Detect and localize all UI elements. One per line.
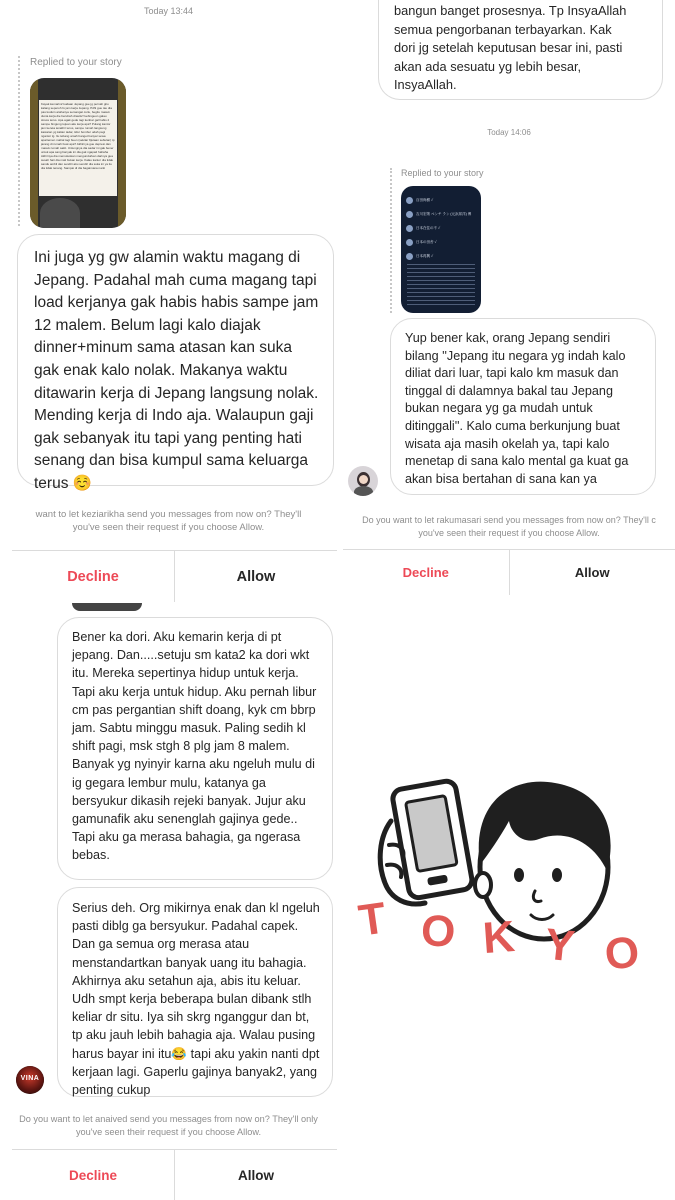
story-person-silhouette (40, 198, 80, 228)
story-list-row (406, 208, 476, 220)
story-list-row (406, 250, 476, 262)
sender-avatar[interactable] (16, 1066, 44, 1094)
story-list-row (406, 194, 476, 206)
account-name: 百田尚樹 ✓ (416, 197, 434, 202)
account-name: 日本の田舎 ✓ (416, 239, 437, 244)
account-avatar (406, 239, 413, 246)
request-actions (12, 550, 337, 602)
account-avatar (406, 211, 413, 218)
story-thumbnail-edge (72, 603, 142, 611)
account-name: 吉川宏則 ベンチ ラン (元浜邦洋) 博 (416, 211, 472, 216)
timestamp: Today 13:44 (143, 6, 194, 16)
message-bubble (17, 234, 334, 492)
tokyo-letter: T (355, 893, 390, 946)
story-text-lines (407, 264, 475, 306)
reply-divider (18, 56, 20, 226)
replied-to-story-label: Replied to your story (30, 57, 122, 68)
replied-to-story-label: Replied to your story (401, 168, 484, 178)
request-actions (343, 549, 675, 595)
message-bubble (57, 887, 333, 1097)
account-avatar (406, 253, 413, 260)
message-request-prompt: Do you want to let anaived send you messages from now on? They'll only you've seen their request if you choose Allow. (19, 1114, 318, 1137)
tokyo-letter: Y (542, 919, 577, 972)
sender-avatar[interactable] (348, 466, 378, 496)
tokyo-letter: O (602, 927, 642, 980)
account-name: 日本在住の不 ✓ (416, 225, 441, 230)
story-edge-decoration (30, 78, 38, 228)
dm-request-panel-rakumasari (343, 0, 675, 595)
allow-button[interactable]: Allow (174, 1150, 337, 1200)
avatar-face (359, 475, 368, 484)
request-actions (12, 1149, 337, 1200)
message-text: Bener ka dori. Aku kemarin kerja di pt jepang. Dan.....setuju sm kata2 ka dori wkt itu. Mereka sepertinya hidup untuk kerja. Tapi aku kerja untuk hidup. Aku pernah libur cm pas pergantian shift doang, kyk cm bbrp jam. Sabtu minggu masuk. Paling sedih kl shift pagi, msk stgh 8 plg jam 8 malem. Banyak yg nyinyir karna aku ngeluh mulu di ig gegara lembur mulu, katanya ga bersyukur dikasih rejeki banyak. Jujur aku gamunafik aku senenglah gajinya gede.. Tapi aku ga merasa bahagia, ga ngerasa bebas. (72, 630, 317, 863)
story-list-row (406, 236, 476, 248)
story-thumbnail[interactable] (30, 78, 126, 228)
tokyo-letter: O (419, 905, 457, 958)
account-avatar (406, 225, 413, 232)
decline-button[interactable]: Decline (68, 1167, 118, 1183)
message-text: Serius deh. Org mikirnya enak dan kl ngeluh pasti diblg ga bersyukur. Padahal capek. Dan ga semua org merasa atau menstandartkan banyak uang itu bahagia. Akhirnya aku setahun aja, abis itu keluar. Udh smpt kerja beberapa bulan dibank stlh keliar dr situ. Iya sih skrg nganggur dan bt, tp aku jauh lebih bahagia aja. Walau pusing harus bayar ini itu😂 tapi aku yakin nanti dpt kerjaan lagi. Gaperlu gajinya banyak2, yang penting cukup (72, 901, 320, 1098)
tokyo-letter: K (481, 911, 517, 964)
message-request-prompt: Do you want to let rakumasari send you messages from now on? They'll c you've seen their request if you choose Allow. (362, 515, 656, 538)
story-account-list (406, 194, 476, 262)
account-name: 日本再興 ✓ (416, 253, 434, 258)
message-request-prompt: want to let keziarikha send you messages from now on? They'll you've seen their request if you choose Allow. (35, 509, 302, 533)
decline-button[interactable]: Decline (402, 565, 449, 580)
reply-divider (390, 168, 392, 313)
dm-request-panel-anaived (0, 603, 337, 1200)
decline-button[interactable]: Decline (67, 568, 119, 585)
avatar-text: VINA (20, 1075, 40, 1082)
dm-request-panel-keziarikha (0, 0, 337, 603)
message-bubble (378, 0, 663, 100)
story-list-row (406, 222, 476, 234)
tokyo-illustration-panel (343, 603, 675, 1200)
avatar-shoulders (354, 486, 373, 496)
message-text: bangun banget prosesnya. Tp InsyaAllah semua pengorbanan terbayarkan. Kak dori jg setelah keputusan besar ini, pasti akan ada sesuatu yg lebih besar, InsyaAllah. (394, 3, 627, 92)
message-text: Ini juga yg gw alamin waktu magang di Jepang. Padahal mah cuma magang tapi load kerjanya gak habis habis sampe jam 12 malem. Belum lagi kalo diajak dinner+minum sama atasan kan suka gak enak kalo nolak. Makanya waktu ditawarin kerja di Jepang langsung nolak. Mending kerja di Indo aja. Walaupun gaji gak sebanyak itu tapi yang penting hati senang dan bisa kumpul sama keluarga terus ☺️ (34, 249, 319, 492)
message-text: Yup bener kak, orang Jepang sendiri bilang ''Jepang itu negara yg indah kalo diliat dari luar, tapi kalo km masuk dan tinggal di dalamnya bakal tau Jepang bukan negara yg ga mudah untuk ditinggali''. Kalo cuma berkunjung buat wisata aja masih okelah ya, tapi kalo menetap di sana kalo mental ga kuat ga akan bisa bertahan di sana kan ya (405, 331, 629, 486)
account-avatar (406, 197, 413, 204)
timestamp: Today 14:06 (487, 128, 531, 137)
phone-in-hand-icon (380, 780, 473, 904)
allow-button[interactable]: Allow (174, 551, 337, 602)
story-text-card: Kayak kemarin2 kudaan Jepang gue jg pernah gitu kalang seperoh fu jam kerja Jepang. Pdhl gue tau dia pas kuduin arahanya semangat curiu, begitu masuk dunia kerja die berubah drastis!! kebingeun galau stress terus. Apa agak gede tagi kenbar gal habis 2 sampe bingung tujuan aku kerja apa? Pulang kantor jam kereta terakhir terus, sampe rumah langsung kasiaran yg kalian tadar, tidur bombur udah pagi ngantor lg. Itu tebang amah banget banyar sewa apartemen mahal tagi buen (sekitar 9jutaan sebulan) tp jarang di rumah buat apa? Akhirnya gue depresi dan masuk rumah sakit. Untungnya dia sadar ini gak bener untuk apa sang banyak ini dia gak ngapa2 hahaha Akhirnya dia memutuskan mengundurkan darinya gua susah hari dia mati bukan kerja. Kalau kantor dia tidak sandu ambil dan sendiri aku sendiri dia suka ini ya itu dia tidak tenang. Sampai di dia bagaimana nanti (39, 100, 117, 196)
tokyo-lettering (357, 893, 657, 983)
message-bubble (390, 318, 656, 495)
story-edge-decoration (118, 78, 126, 228)
message-bubble (57, 617, 333, 880)
story-thumbnail[interactable] (401, 186, 481, 313)
allow-button[interactable]: Allow (509, 550, 675, 595)
